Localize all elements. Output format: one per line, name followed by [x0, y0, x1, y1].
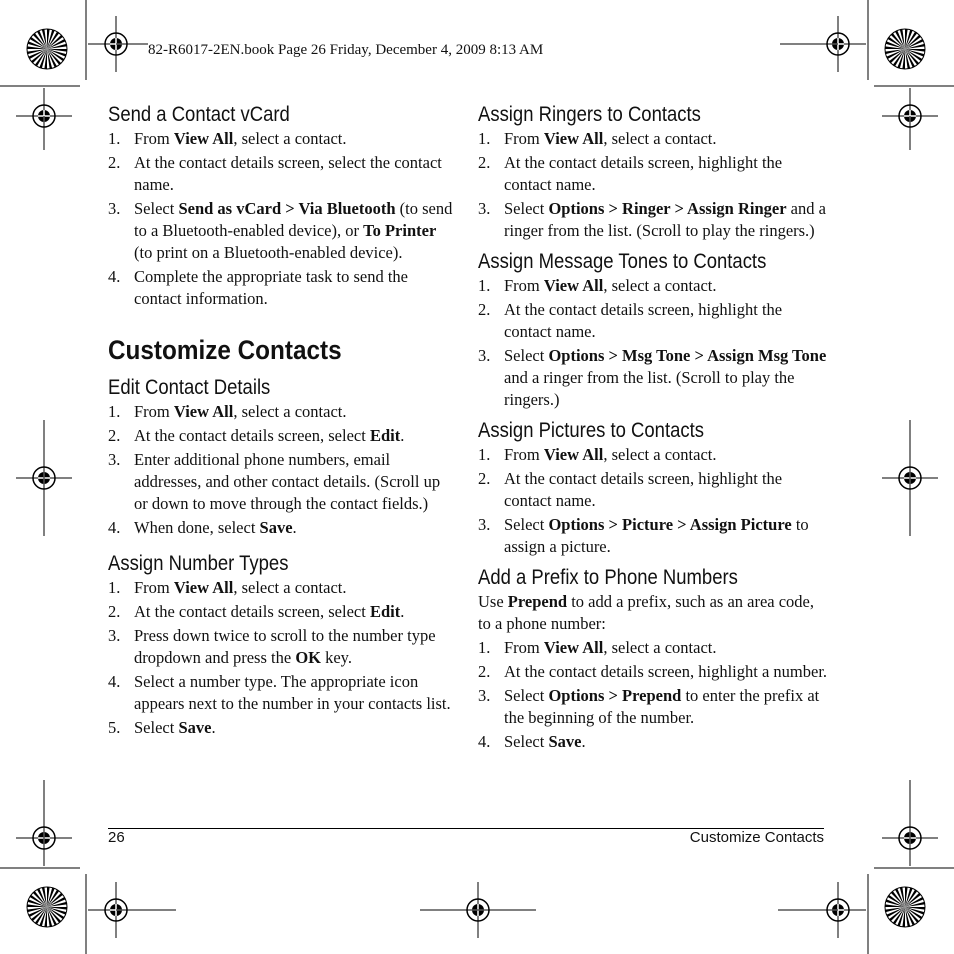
- list-item: 4. Complete the appropriate task to send the contact information.: [108, 267, 409, 308]
- list-item: 1. From View All, select a contact.: [478, 276, 717, 295]
- list-item: 4. Select a number type. The appropriate icon appears next to the number in your contacts list.: [108, 672, 451, 713]
- list-item: 3. Select Options > Prepend to enter the prefix at the beginning of the number.: [478, 686, 820, 727]
- list-item: 3. Select Options > Picture > Assign Picture to assign a picture.: [478, 515, 809, 556]
- list-item: 2. At the contact details screen, select Edit.: [108, 426, 405, 445]
- list-item: 4. When done, select Save.: [108, 518, 297, 537]
- section-heading-send-vcard: Send a Contact vCard: [108, 103, 290, 126]
- list-item: 1. From View All, select a contact.: [478, 129, 717, 148]
- list-item: 1. From View All, select a contact.: [478, 445, 717, 464]
- list-item: 3. Press down twice to scroll to the number type dropdown and press the OK key.: [108, 626, 436, 667]
- chapter-title: Customize Contacts: [108, 335, 342, 365]
- list-item: 4. Select Save.: [478, 732, 586, 751]
- list-item: 2. At the contact details screen, select Edit.: [108, 602, 405, 621]
- list-item: 2. At the contact details screen, highlight the contact name.: [478, 300, 783, 341]
- page-number: 26: [108, 829, 125, 846]
- list-item: 2. At the contact details screen, select the contact name.: [108, 153, 442, 194]
- list-item: 2. At the contact details screen, highlight a number.: [478, 662, 828, 681]
- list-item: 1. From View All, select a contact.: [478, 638, 717, 657]
- list-item: 3. Select Send as vCard > Via Bluetooth (to send to a Bluetooth-enabled device), or To Printer (to print on a Bluetooth-enabled device).: [108, 199, 453, 262]
- list-item: 2. At the contact details screen, highlight the contact name.: [478, 469, 783, 510]
- section-heading-ringers: Assign Ringers to Contacts: [478, 103, 701, 126]
- list-item: 3. Select Options > Ringer > Assign Ringer and a ringer from the list. (Scroll to play the ringers.): [478, 199, 826, 240]
- list-item: 1. From View All, select a contact.: [108, 129, 347, 148]
- running-footer: Customize Contacts: [689, 829, 824, 846]
- prefix-intro: Use Prepend to add a prefix, such as an area code, to a phone number:: [478, 592, 815, 633]
- section-heading-edit-details: Edit Contact Details: [108, 376, 271, 399]
- list-item: 3. Select Options > Msg Tone > Assign Msg Tone and a ringer from the list. (Scroll to play the ringers.): [478, 346, 827, 409]
- print-header: 82-R6017-2EN.book Page 26 Friday, December 4, 2009 8:13 AM: [148, 42, 544, 58]
- list-item: 5. Select Save.: [108, 718, 216, 737]
- list-item: 2. At the contact details screen, highlight the contact name.: [478, 153, 783, 194]
- list-item: 3. Enter additional phone numbers, email addresses, and other contact details. (Scroll up or down to move through the contact fields.): [108, 450, 441, 513]
- section-heading-number-types: Assign Number Types: [108, 552, 289, 575]
- list-item: 1. From View All, select a contact.: [108, 402, 347, 421]
- section-heading-message-tones: Assign Message Tones to Contacts: [478, 250, 767, 273]
- section-heading-prefix: Add a Prefix to Phone Numbers: [478, 566, 738, 589]
- section-heading-pictures: Assign Pictures to Contacts: [478, 419, 704, 442]
- list-item: 1. From View All, select a contact.: [108, 578, 347, 597]
